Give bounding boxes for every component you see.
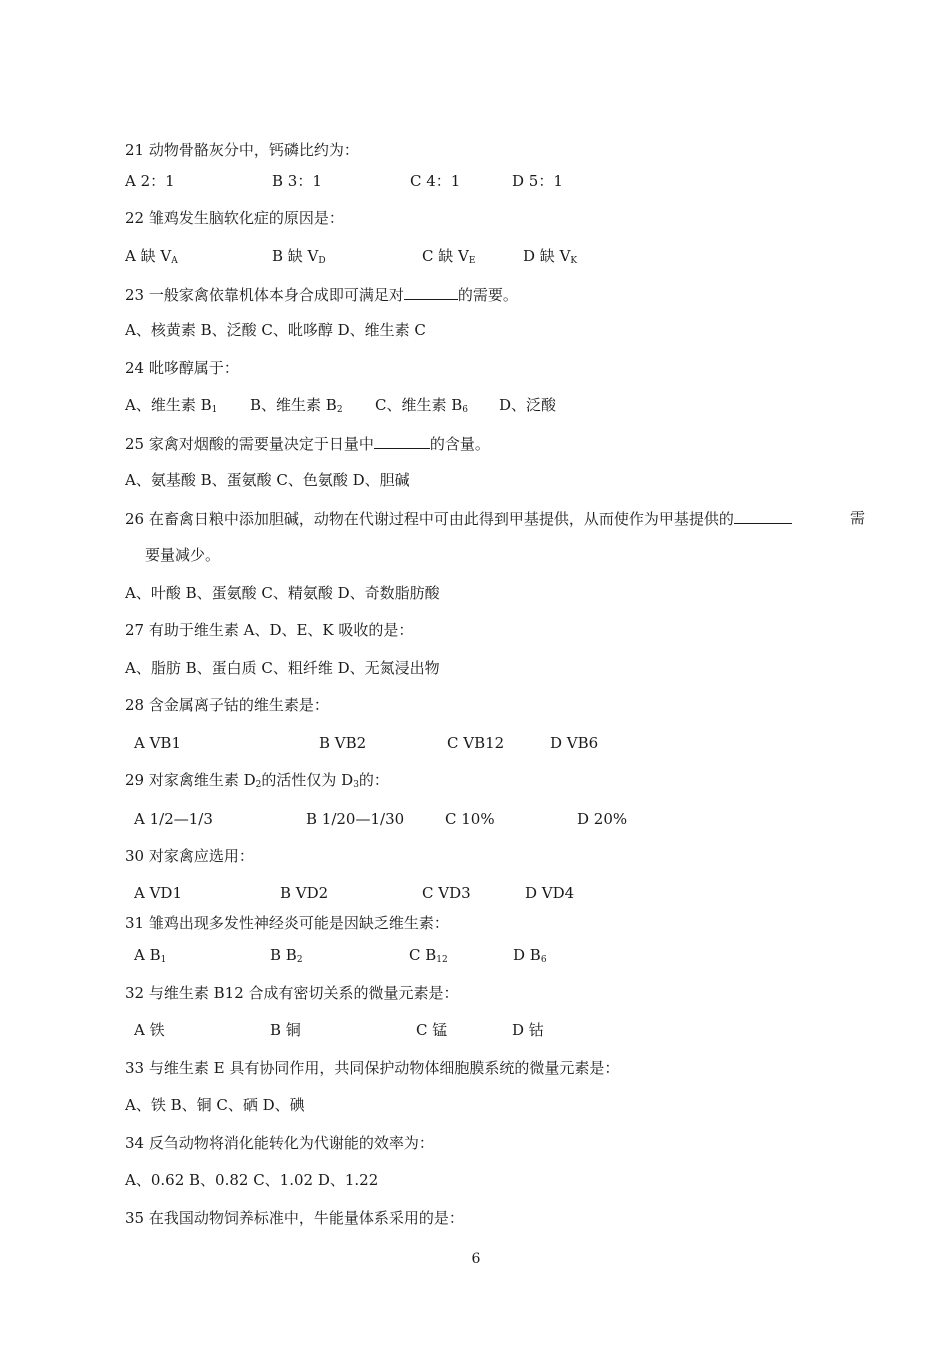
option-d: D 5：1: [512, 172, 563, 190]
q26-stem-cont: 要量减少。: [145, 546, 221, 564]
q28-stem: 28 含金属离子钴的维生素是：: [125, 696, 329, 714]
option-b: B $B_2$: [270, 946, 303, 965]
option-d: D VB6: [550, 734, 599, 752]
q34-stem: 34 反刍动物将消化能转化为代谢能的效率为：: [125, 1134, 434, 1152]
option-b: B VD2: [280, 884, 329, 902]
option-a: A 2：1: [125, 172, 175, 190]
option-d: D、泛酸: [499, 396, 557, 414]
option-b: B 缺 $V_D$: [272, 247, 326, 266]
q32-stem: 32 与维生素 B12 合成有密切关系的微量元素是：: [125, 984, 459, 1002]
q22-stem: 22 雏鸡发生脑软化症的原因是：: [125, 209, 344, 227]
q24-stem: 24 吡哆醇属于：: [125, 359, 239, 377]
answer-blank: [404, 285, 458, 300]
q26-options: A、叶酸 B、蛋氨酸 C、精氨酸 D、奇数脂肪酸: [125, 584, 440, 602]
option-c: C 锰: [416, 1021, 448, 1039]
q31-stem: 31 雏鸡出现多发性神经炎可能是因缺乏维生素：: [125, 914, 449, 932]
option-b: B 1/20—1/30: [306, 810, 405, 828]
option-a: A VD1: [134, 884, 183, 902]
q35-stem: 35 在我国动物饲养标准中，牛能量体系采用的是：: [125, 1209, 464, 1227]
option-a: A VB1: [134, 734, 181, 752]
option-a: A、维生素 $B_1$: [125, 396, 218, 415]
q21-stem: 21 动物骨骼灰分中，钙磷比约为：: [125, 141, 359, 159]
option-d: D 20%: [577, 810, 628, 828]
q33-stem: 33 与维生素 E 具有协同作用，共同保护动物体细胞膜系统的微量元素是：: [125, 1059, 620, 1077]
option-c: C VD3: [422, 884, 471, 902]
option-b: B、维生素 $B_2$: [250, 396, 343, 415]
option-a: A 缺 $V_A$: [125, 247, 178, 266]
option-d: D 钴: [512, 1021, 544, 1039]
q33-options: A、铁 B、铜 C、硒 D、碘: [125, 1096, 305, 1114]
q34-options: A、0.62 B、0.82 C、1.02 D、1.22: [125, 1171, 379, 1189]
option-d: D VD4: [525, 884, 575, 902]
answer-blank: [734, 509, 792, 524]
q26-stem: 26 在畜禽日粮中添加胆碱，动物在代谢过程中可由此得到甲基提供，从而使作为甲基提供的 需: [125, 509, 865, 528]
q29-stem: 29 对家禽维生素 $D_2$的活性仅为 $D_3$的：: [125, 771, 389, 790]
answer-blank: [374, 434, 430, 449]
option-c: C 缺 $V_E$: [422, 247, 476, 266]
option-d: D $B_6$: [513, 946, 547, 965]
q30-stem: 30 对家禽应选用：: [125, 847, 254, 865]
option-c: C、维生素 $B_6$: [375, 396, 469, 415]
option-b: B VB2: [319, 734, 367, 752]
q23-stem: 23 一般家禽依靠机体本身合成即可满足对 的需要。: [125, 286, 518, 304]
option-a: A $B_1$: [134, 946, 167, 965]
option-a: A 1/2—1/3: [134, 810, 213, 828]
q23-options: A、核黄素 B、泛酸 C、吡哆醇 D、维生素 C: [125, 321, 426, 339]
option-c: C VB12: [447, 734, 505, 752]
option-d: D 缺 $V_K$: [523, 247, 578, 266]
q27-options: A、脂肪 B、蛋白质 C、粗纤维 D、无氮浸出物: [125, 659, 440, 677]
option-c: C 4：1: [410, 172, 461, 190]
q25-options: A、氨基酸 B、蛋氨酸 C、色氨酸 D、胆碱: [125, 471, 410, 489]
option-a: A 铁: [134, 1021, 165, 1039]
option-c: C $B_{12}$: [409, 946, 448, 965]
option-c: C 10%: [445, 810, 495, 828]
option-b: B 铜: [270, 1021, 301, 1039]
page-number: 6: [471, 1251, 481, 1267]
q27-stem: 27 有助于维生素 A、D、E、K 吸收的是：: [125, 621, 414, 639]
q25-stem: 25 家禽对烟酸的需要量决定于日量中 的含量。: [125, 435, 490, 453]
option-b: B 3：1: [272, 172, 322, 190]
